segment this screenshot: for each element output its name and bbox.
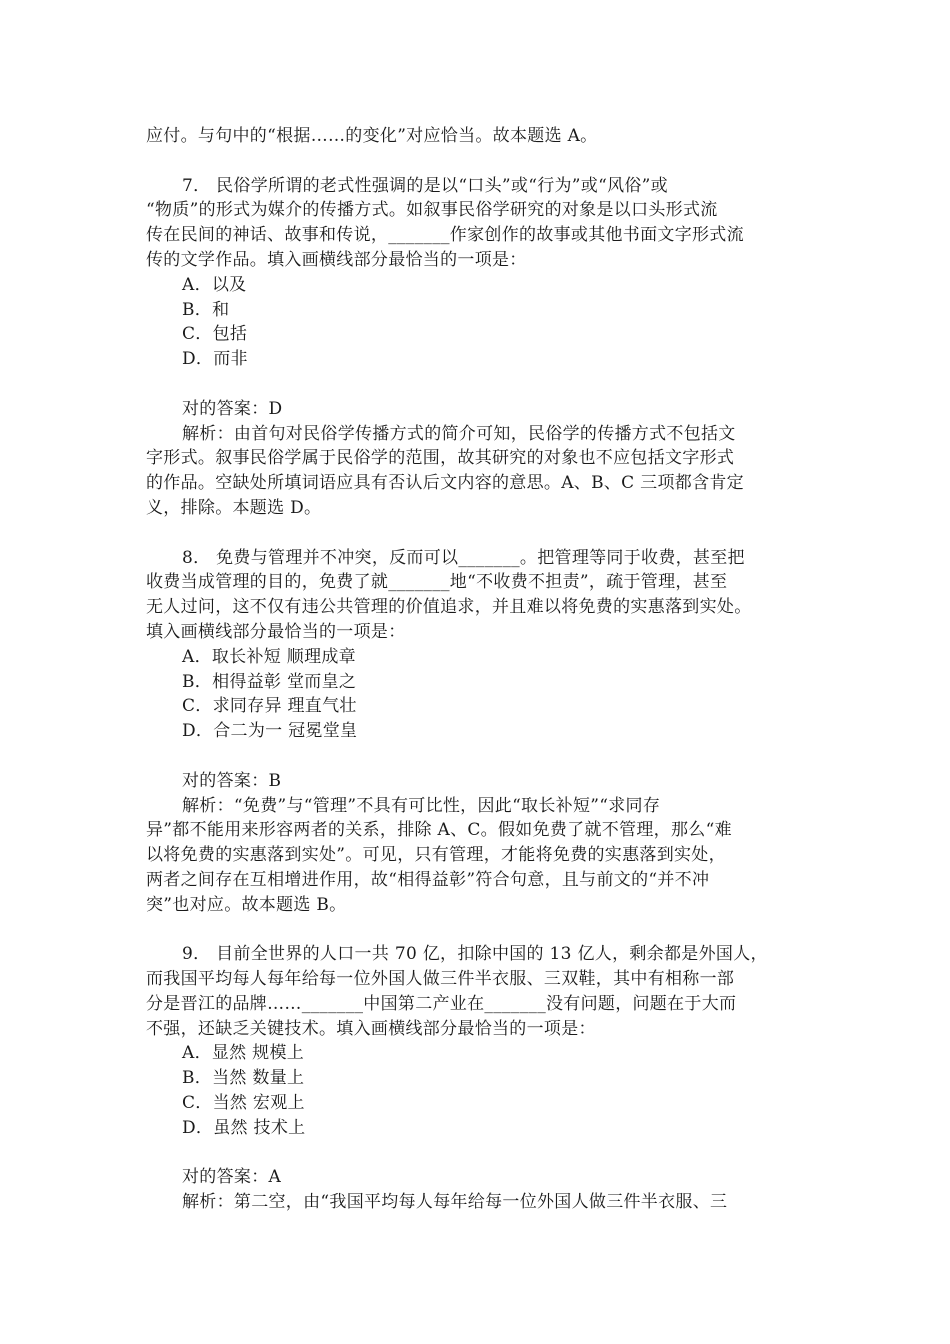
text-line: B．相得益彰 堂而皇之	[182, 671, 357, 692]
text-line: D．合二为一 冠冕堂皇	[182, 721, 358, 742]
paragraph-gap	[146, 1141, 818, 1166]
text-line: 以将免费的实惠落到实处”。可见，只有管理，才能将免费的实惠落到实处，	[146, 845, 726, 866]
text-line: C．求同存异 理直气壮	[182, 696, 357, 717]
text-line: A．显然 规模上	[182, 1043, 305, 1064]
text-line: B．当然 数量上	[182, 1068, 305, 1089]
text-line: A．以及	[182, 274, 247, 295]
text-line: 传在民间的神话、故事和传说，_______作家创作的故事或其他书面文字形式流	[146, 225, 744, 246]
text-line: 义，排除。本题选 D。	[146, 497, 322, 518]
paragraph-gap	[146, 372, 818, 397]
text-line: 解析：第二空，由“我国平均每人每年给每一位外国人做三件半衣服、三	[182, 1192, 728, 1213]
text-line: 字形式。叙事民俗学属于民俗学的范围，故其研究的对象也不应包括文字形式	[146, 448, 735, 469]
text-line: 填入画横线部分最恰当的一项是：	[146, 621, 406, 642]
text-line: 8． 免费与管理并不冲突，反而可以_______。把管理等同于收费，甚至把	[182, 547, 745, 568]
paragraph-gap	[146, 918, 818, 943]
paragraph-gap	[146, 149, 818, 174]
text-line: 9． 目前全世界的人口一共 70 亿，扣除中国的 13 亿人，剩余都是外国人，	[182, 944, 768, 965]
text-line: A．取长补短 顺理成章	[182, 646, 356, 667]
paragraph-gap	[146, 521, 818, 546]
text-line: 异”都不能用来形容两者的关系，排除 A、C。假如免费了就不管理，那么“难	[146, 820, 732, 841]
text-line: B．和	[182, 299, 230, 320]
paragraph-gap	[146, 744, 818, 769]
text-line: 对的答案：D	[182, 398, 283, 419]
text-line: 不强，还缺乏关键技术。填入画横线部分最恰当的一项是：	[146, 1018, 596, 1039]
text-line: “物质”的形式为媒介的传播方式。如叙事民俗学研究的对象是以口头形式流	[146, 200, 718, 221]
text-line: 突”也对应。故本题选 B。	[146, 894, 347, 915]
text-line: 应付。与句中的“根据……的变化”对应恰当。故本题选 A。	[146, 126, 598, 146]
text-line: 而我国平均每人每年给每一位外国人做三件半衣服、三双鞋，其中有相称一部	[146, 969, 735, 990]
text-line: 收费当成管理的目的，免费了就_______地“不收费不担责”，疏于管理，甚至	[146, 572, 728, 593]
document-body	[146, 124, 818, 1215]
text-line: 传的文学作品。填入画横线部分最恰当的一项是：	[146, 249, 527, 270]
text-line: C．包括	[182, 324, 248, 345]
text-line: D．虽然 技术上	[182, 1117, 306, 1138]
text-line: 无人过问，这不仅有违公共管理的价值追求，并且难以将免费的实惠落到实处。	[146, 597, 752, 618]
text-line: 的作品。空缺处所填词语应具有否认后文内容的意思。A、B、C 三项都含肯定	[146, 473, 744, 494]
text-line: C．当然 宏观上	[182, 1093, 305, 1114]
text-line: 7． 民俗学所谓的老式性强调的是以“口头”或“行为”或“风俗”或	[182, 175, 668, 196]
text-line: 解析：“免费”与“管理”不具有可比性，因此“取长补短”“求同存	[182, 795, 661, 816]
text-line: 两者之间存在互相增进作用，故“相得益彰”符合句意，且与前文的“并不冲	[146, 869, 710, 890]
text-line: 对的答案：B	[182, 770, 282, 791]
text-line: D．而非	[182, 349, 248, 370]
text-line: 分是晋江的品牌……_______中国第二产业在_______没有问题，问题在于大而	[146, 993, 737, 1014]
text-line: 解析：由首句对民俗学传播方式的简介可知，民俗学的传播方式不包括文	[182, 423, 736, 444]
text-line: 对的答案：A	[182, 1167, 282, 1188]
